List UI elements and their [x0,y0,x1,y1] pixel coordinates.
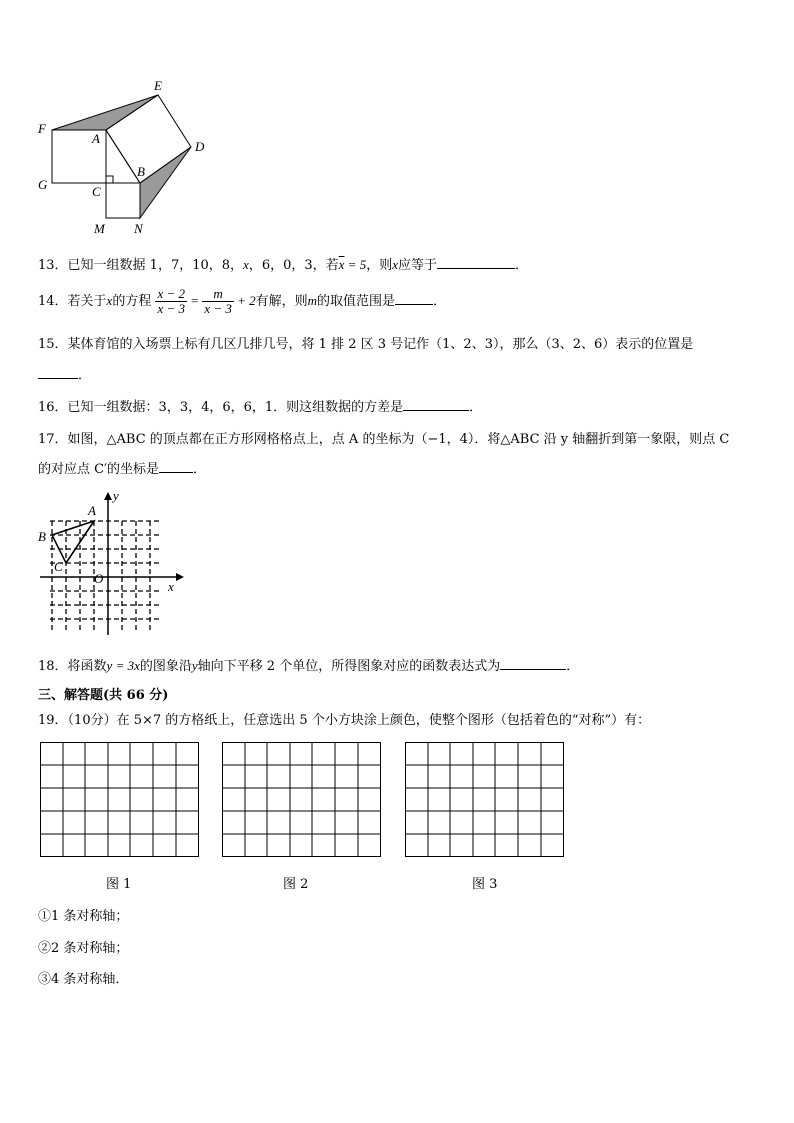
square-cbnm [106,183,140,218]
question-14: 14．若关于x的方程 $\frac{x - 2}{x - 3}$ = $\frac{m}{x - 3}$ + 2有解，则m的取值范围是 ． [38,286,447,316]
shaded-triangle-bdn [140,147,191,218]
label-y: y [113,488,119,503]
x-axis-arrow [176,573,184,581]
question-19: 19．（10分）在 5×7 的方格纸上，任意选出 5 个小方块涂上颜色，使整个图形（包括着色的“对称”）有： [38,713,651,728]
mean-symbol: $\overline{x}$ [338,257,345,272]
label-n: N [134,221,143,236]
q19-item-2: ②2 条对称轴； [38,941,129,956]
y-axis-arrow [104,492,112,500]
label-e: E [154,78,162,93]
grid-caption-2: 图 2 [283,877,309,892]
label-a: A [88,503,96,518]
shaded-triangle-fae [52,95,158,130]
label-f: F [38,121,46,136]
label-x: x [168,579,174,594]
question-17: 17．如图，△ABC 的顶点都在正方形网格格点上，点 A 的坐标为（−1，4）．将△ABC 沿 y 轴翻折到第一象限，则点 C [38,432,730,447]
grid-caption-3: 图 3 [472,877,498,892]
question-16: 16．已知一组数据：3，3，4，6，6，1．则这组数据的方差是 ． [38,396,482,415]
label-g: G [38,177,48,192]
answer-blank-14[interactable] [395,290,433,305]
answer-blank-16[interactable] [403,396,469,411]
question-17-line2: 的对应点 C′的坐标是 ． [38,458,206,477]
label-b: B [137,164,145,179]
question-18: 18．将函数y = 3x的图象沿y轴向下平移 2 个单位，所得图象对应的函数表达式为 ． [38,655,579,674]
question-15: 15．某体育馆的入场票上标有几区几排几号，将 1 排 2 区 3 号记作（1、2、3），那么（3、2、6）表示的位置是 [38,337,694,352]
label-a: A [92,131,100,146]
fraction-1: $\frac{x - 2}{x - 3}$ [157,286,186,316]
segment-ab [106,130,140,183]
grid-figure-1[interactable] [40,742,200,858]
grid-figure-2[interactable] [222,742,382,858]
question-13: 13．已知一组数据 1，7，10，8，x，6，0，3，若$\overline{x} = 5$，则x应等于 ． [38,254,528,273]
label-c: C [92,184,101,199]
grid-caption-1: 图 1 [106,877,132,892]
answer-blank-15[interactable] [38,364,78,379]
label-o: O [94,571,104,586]
fraction-2: $\frac{m}{x - 3}$ [204,286,232,316]
answer-blank-17[interactable] [159,458,193,473]
label-d: D [195,139,205,154]
right-angle-mark [106,176,113,183]
q17-figure [36,487,186,639]
label-m: M [94,221,105,236]
answer-blank-13[interactable] [437,254,515,269]
q12-figure [30,75,215,240]
section-title: 三、解答题(共 66 分) [38,688,169,703]
q19-item-1: ①1 条对称轴； [38,909,129,924]
grid-figure-3[interactable] [405,742,565,858]
label-b: B [38,529,46,544]
triangle-abc [52,521,94,563]
answer-blank-18[interactable] [500,655,566,670]
q19-item-3: ③4 条对称轴． [38,972,129,987]
question-15-line2: ． [38,364,91,383]
label-c: C [54,559,63,574]
